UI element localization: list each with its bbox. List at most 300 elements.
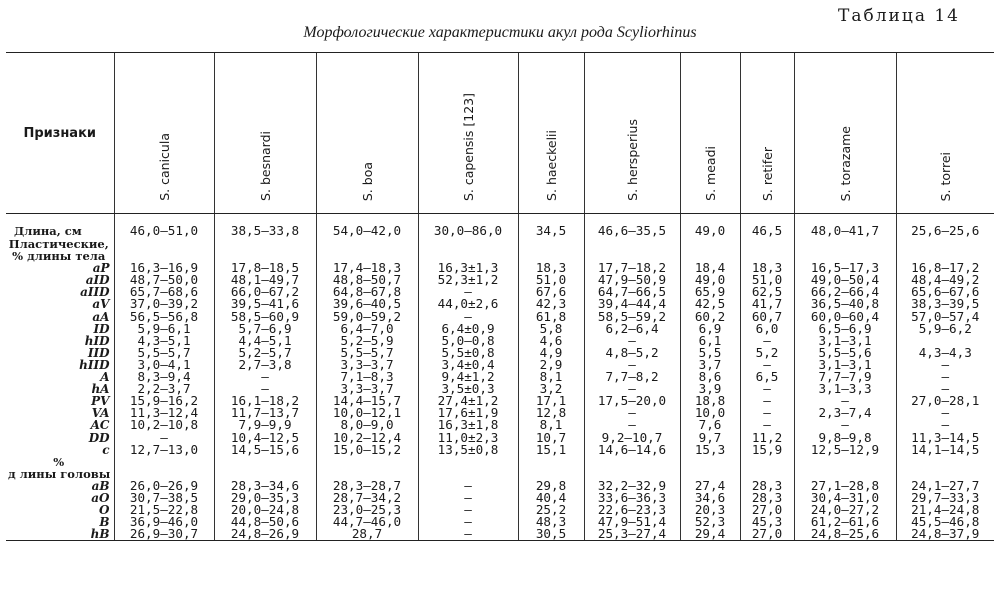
table-cell: 28,3—34,6 — [214, 480, 316, 492]
table-cell: — — [740, 407, 794, 419]
table-row — [6, 504, 994, 516]
table-cell: 20,3 — [680, 504, 740, 516]
table-cell: 39,4—44,4 — [584, 298, 680, 310]
table-cell: 67,6 — [518, 286, 584, 298]
table-cell: 30,4—31,0 — [794, 492, 896, 504]
species-name: S. torazame — [837, 125, 853, 201]
table-cell: 29,8 — [518, 480, 584, 492]
table-cell: 6,5—6,9 — [794, 323, 896, 335]
table-cell: 65,7—68,6 — [114, 286, 214, 298]
feature-label: B — [99, 516, 110, 529]
table-cell — [114, 238, 214, 250]
table-cell: 18,3 — [740, 262, 794, 274]
table-cell — [794, 468, 896, 480]
table-cell: 29,7—33,3 — [896, 492, 994, 504]
table-header-row — [6, 53, 994, 214]
feature-label: aB — [91, 479, 110, 492]
table-cell: 3,1—3,3 — [794, 383, 896, 395]
table-row — [6, 274, 994, 286]
table-cell — [316, 238, 418, 250]
table-cell: 5,0—0,8 — [418, 335, 518, 347]
table-cell: 5,5—5,7 — [114, 347, 214, 359]
table-cell: 14,4—15,7 — [316, 395, 418, 407]
table-cell — [114, 468, 214, 480]
table-cell: 8,1 — [518, 371, 584, 383]
table-row — [6, 347, 994, 359]
table-row — [6, 323, 994, 335]
table-cell: 30,7—38,5 — [114, 492, 214, 504]
table-cell: 30,0—86,0 — [418, 214, 518, 239]
table-cell — [518, 456, 584, 468]
table-cell: 42,5 — [680, 298, 740, 310]
table-cell: 14,5—15,6 — [214, 444, 316, 456]
table-row — [6, 468, 994, 480]
feature-label: aIID — [80, 286, 110, 299]
table-cell: 36,5—40,8 — [794, 298, 896, 310]
table-cell: 6,4±0,9 — [418, 323, 518, 335]
table-cell — [214, 468, 316, 480]
table-cell: 5,9—6,1 — [114, 323, 214, 335]
table-cell: 33,6—36,3 — [584, 492, 680, 504]
table-cell: 10,7 — [518, 432, 584, 444]
table-cell: 64,7—66,5 — [584, 286, 680, 298]
table-cell: 12,8 — [518, 407, 584, 419]
table-row — [6, 456, 994, 468]
table-cell: 46,6—35,5 — [584, 214, 680, 239]
table-cell: — — [418, 504, 518, 516]
table-cell: 6,2—6,4 — [584, 323, 680, 335]
table-cell: 48,8—50,7 — [316, 274, 418, 286]
table-cell: 56,5—56,8 — [114, 311, 214, 323]
table-cell: — — [584, 419, 680, 431]
table-row — [6, 311, 994, 323]
table-cell: 10,4—12,5 — [214, 432, 316, 444]
feature-label: aA — [92, 310, 110, 323]
table-cell: 16,1—18,2 — [214, 395, 316, 407]
table-cell: 34,6 — [680, 492, 740, 504]
table-cell: 60,2 — [680, 311, 740, 323]
table-cell — [518, 468, 584, 480]
table-cell: 11,0±2,3 — [418, 432, 518, 444]
table-cell: 5,8 — [518, 323, 584, 335]
table-cell: 48,0—41,7 — [794, 214, 896, 239]
table-cell — [896, 456, 994, 468]
table-cell: 18,8 — [680, 395, 740, 407]
table-cell: 2,2—3,7 — [114, 383, 214, 395]
table-cell: 5,5—5,6 — [794, 347, 896, 359]
table-row — [6, 492, 994, 504]
table-cell: 10,2—10,8 — [114, 419, 214, 431]
table-cell: 65,6—67,6 — [896, 286, 994, 298]
table-cell: 64,8—67,8 — [316, 286, 418, 298]
table-cell: 11,3—12,4 — [114, 407, 214, 419]
table-cell: 39,6—40,5 — [316, 298, 418, 310]
table-cell: 5,9—6,2 — [896, 323, 994, 335]
table-cell: 15,3 — [680, 444, 740, 456]
table-cell: 60,0—60,4 — [794, 311, 896, 323]
table-cell: 14,6—14,6 — [584, 444, 680, 456]
table-cell: 44,7—46,0 — [316, 516, 418, 528]
table-cell — [584, 238, 680, 250]
table-cell: 9,4±1,2 — [418, 371, 518, 383]
table-cell: — — [418, 528, 518, 541]
table-row — [6, 419, 994, 431]
table-row — [6, 286, 994, 298]
table-cell: 3,7 — [680, 359, 740, 371]
table-cell — [896, 468, 994, 480]
table-cell: 5,5±0,8 — [418, 347, 518, 359]
table-cell — [518, 238, 584, 250]
table-cell: 3,1—3,1 — [794, 335, 896, 347]
table-cell: 49,0 — [680, 214, 740, 239]
table-cell: 16,3±1,3 — [418, 262, 518, 274]
table-cell — [418, 250, 518, 262]
table-cell: 51,0 — [740, 274, 794, 286]
table-row — [6, 432, 994, 444]
table-cell: — — [418, 492, 518, 504]
species-column-header — [896, 53, 994, 214]
species-column-header — [794, 53, 896, 214]
species-column-header — [518, 53, 584, 214]
feature-label: Пластические, — [8, 238, 109, 251]
table-cell: 28,3—28,7 — [316, 480, 418, 492]
table-cell — [214, 238, 316, 250]
table-cell — [794, 250, 896, 262]
table-cell — [114, 456, 214, 468]
table-cell: 12,5—12,9 — [794, 444, 896, 456]
table-cell: — — [740, 419, 794, 431]
table-cell: — — [584, 335, 680, 347]
table-cell: 28,3 — [740, 492, 794, 504]
species-name: S. haeckelii — [543, 130, 559, 201]
table-cell: — — [584, 359, 680, 371]
table-cell: 17,1 — [518, 395, 584, 407]
table-cell: 59,0—59,2 — [316, 311, 418, 323]
table-cell — [680, 250, 740, 262]
table-cell: 5,7—6,9 — [214, 323, 316, 335]
table-cell: 49,0 — [680, 274, 740, 286]
species-name: S. retifer — [759, 146, 775, 201]
table-cell: 2,9 — [518, 359, 584, 371]
table-cell: 3,4±0,4 — [418, 359, 518, 371]
table-cell: 6,5 — [740, 371, 794, 383]
table-cell: 11,3—14,5 — [896, 432, 994, 444]
table-cell: 28,7 — [316, 528, 418, 541]
table-cell: 17,5—20,0 — [584, 395, 680, 407]
species-name: S. canicula — [156, 133, 172, 201]
table-cell: 5,5 — [680, 347, 740, 359]
feature-label: c — [102, 443, 110, 456]
table-row — [6, 262, 994, 274]
table-cell: 4,8—5,2 — [584, 347, 680, 359]
table-cell: 5,2—5,9 — [316, 335, 418, 347]
table-cell: 10,2—12,4 — [316, 432, 418, 444]
table-cell: 48,7—50,0 — [114, 274, 214, 286]
table-cell: 22,6—23,3 — [584, 504, 680, 516]
table-cell — [896, 335, 994, 347]
table-cell: 10,0—12,1 — [316, 407, 418, 419]
table-cell: 26,9—30,7 — [114, 528, 214, 541]
table-cell: 47,9—50,9 — [584, 274, 680, 286]
table-cell — [680, 238, 740, 250]
table-cell: — — [740, 383, 794, 395]
table-cell: 15,1 — [518, 444, 584, 456]
species-name: S. hersperius — [624, 119, 640, 201]
species-name: S. meadi — [702, 146, 718, 201]
table-cell: 24,8—37,9 — [896, 528, 994, 541]
table-cell — [584, 456, 680, 468]
table-cell: 27,0 — [740, 528, 794, 541]
table-cell: 7,9—9,9 — [214, 419, 316, 431]
table-cell: — — [214, 371, 316, 383]
feature-column-header: Признаки — [6, 53, 114, 214]
table-cell: 27,0—28,1 — [896, 395, 994, 407]
table-cell: 41,7 — [740, 298, 794, 310]
table-row — [6, 250, 994, 262]
table-cell: — — [794, 419, 896, 431]
species-name: S. besnardi — [257, 131, 273, 201]
table-cell: 17,4—18,3 — [316, 262, 418, 274]
feature-label: д лины головы — [8, 467, 111, 480]
table-cell: 28,7—34,2 — [316, 492, 418, 504]
table-cell: 45,5—46,8 — [896, 516, 994, 528]
table-cell: 58,5—60,9 — [214, 311, 316, 323]
table-cell: 42,3 — [518, 298, 584, 310]
table-cell: 20,0—24,8 — [214, 504, 316, 516]
table-cell: 6,9 — [680, 323, 740, 335]
table-cell: 16,8—17,2 — [896, 262, 994, 274]
table-body — [6, 214, 994, 541]
table-cell: 16,5—17,3 — [794, 262, 896, 274]
table-cell: 34,5 — [518, 214, 584, 239]
table-row — [6, 214, 994, 239]
table-cell: 47,9—51,4 — [584, 516, 680, 528]
species-column-header — [740, 53, 794, 214]
feature-label: VA — [91, 407, 110, 420]
table-row — [6, 516, 994, 528]
species-name: S. torrei — [937, 151, 953, 201]
table-cell — [114, 250, 214, 262]
table-cell — [214, 250, 316, 262]
table-cell: 13,5±0,8 — [418, 444, 518, 456]
table-cell: 12,7—13,0 — [114, 444, 214, 456]
table-cell: 16,3—16,9 — [114, 262, 214, 274]
feature-label: DD — [88, 431, 110, 444]
table-cell: — — [896, 383, 994, 395]
species-column-header — [584, 53, 680, 214]
table-cell: 54,0—42,0 — [316, 214, 418, 239]
table-cell: — — [114, 432, 214, 444]
table-cell: — — [418, 516, 518, 528]
table-row — [6, 335, 994, 347]
table-cell: 15,9—16,2 — [114, 395, 214, 407]
table-cell: 49,0—50,4 — [794, 274, 896, 286]
table-cell: 18,4 — [680, 262, 740, 274]
table-cell: — — [418, 480, 518, 492]
table-cell: 27,1—28,8 — [794, 480, 896, 492]
table-cell: 8,0—9,0 — [316, 419, 418, 431]
table-cell: 48,3 — [518, 516, 584, 528]
table-cell: 2,3—7,4 — [794, 407, 896, 419]
table-cell: — — [896, 419, 994, 431]
table-cell: 11,7—13,7 — [214, 407, 316, 419]
table-cell: — — [896, 371, 994, 383]
table-cell: 10,0 — [680, 407, 740, 419]
table-cell: 15,0—15,2 — [316, 444, 418, 456]
table-cell: — — [740, 335, 794, 347]
table-cell: 45,3 — [740, 516, 794, 528]
table-cell: 4,6 — [518, 335, 584, 347]
feature-label: aID — [85, 274, 110, 287]
table-cell — [418, 238, 518, 250]
table-cell: 37,0—39,2 — [114, 298, 214, 310]
table-cell: 17,7—18,2 — [584, 262, 680, 274]
feature-label: hID — [84, 334, 110, 347]
table-row — [6, 359, 994, 371]
table-cell — [740, 250, 794, 262]
table-cell: 40,4 — [518, 492, 584, 504]
table-cell: 29,0—35,3 — [214, 492, 316, 504]
table-cell: 7,6 — [680, 419, 740, 431]
table-cell — [584, 468, 680, 480]
table-cell: 39,5—41,6 — [214, 298, 316, 310]
table-cell — [740, 456, 794, 468]
table-cell: — — [214, 383, 316, 395]
table-cell: 5,2—5,7 — [214, 347, 316, 359]
table-cell: 8,1 — [518, 419, 584, 431]
table-cell: 24,8—26,9 — [214, 528, 316, 541]
table-cell: 46,5 — [740, 214, 794, 239]
table-cell: 6,1 — [680, 335, 740, 347]
feature-label: hB — [6, 528, 114, 541]
feature-label: O — [99, 504, 110, 517]
table-cell: 3,5±0,3 — [418, 383, 518, 395]
table-cell: 48,4—49,2 — [896, 274, 994, 286]
table-cell: 3,2 — [518, 383, 584, 395]
table-cell: 5,5—5,7 — [316, 347, 418, 359]
species-column-header — [680, 53, 740, 214]
table-cell: 65,9 — [680, 286, 740, 298]
table-cell: 24,1—27,7 — [896, 480, 994, 492]
table-cell: — — [794, 395, 896, 407]
table-cell: 66,0—67,2 — [214, 286, 316, 298]
feature-label: hIID — [79, 358, 110, 372]
table-cell: 23,0—25,3 — [316, 504, 418, 516]
feature-label: ID — [93, 322, 110, 335]
feature-label: AC — [90, 419, 110, 432]
table-cell: 2,7—3,8 — [214, 359, 316, 371]
table-cell: 21,4—24,8 — [896, 504, 994, 516]
table-cell: 6,4—7,0 — [316, 323, 418, 335]
table-cell: 24,8—25,6 — [794, 528, 896, 541]
table-cell — [214, 456, 316, 468]
table-cell: 38,5—33,8 — [214, 214, 316, 239]
table-cell — [316, 250, 418, 262]
table-cell: — — [584, 383, 680, 395]
table-cell: 5,2 — [740, 347, 794, 359]
table-cell: 8,3—9,4 — [114, 371, 214, 383]
table-cell: 9,2—10,7 — [584, 432, 680, 444]
table-cell: 4,9 — [518, 347, 584, 359]
table-cell: 9,7 — [680, 432, 740, 444]
table-cell: — — [418, 311, 518, 323]
table-cell — [896, 238, 994, 250]
table-cell: 27,4 — [680, 480, 740, 492]
table-cell: 32,2—32,9 — [584, 480, 680, 492]
table-cell: 29,4 — [680, 528, 740, 541]
table-cell: 52,3 — [680, 516, 740, 528]
table-caption: Морфологические характеристики акул рода Scyliorhinus — [303, 24, 697, 41]
table-cell: 27,0 — [740, 504, 794, 516]
feature-label: aV — [92, 298, 110, 311]
table-cell: 21,5—22,8 — [114, 504, 214, 516]
table-cell: 4,3—4,3 — [896, 347, 994, 359]
table-row — [6, 407, 994, 419]
table-cell: 36,9—46,0 — [114, 516, 214, 528]
table-cell — [418, 468, 518, 480]
table-row — [6, 371, 994, 383]
table-row — [6, 528, 994, 541]
table-cell: 25,3—27,4 — [584, 528, 680, 541]
species-column-header — [214, 53, 316, 214]
feature-label: Длина, см — [14, 223, 82, 238]
table-cell — [794, 456, 896, 468]
table-cell: — — [740, 359, 794, 371]
table-cell: 30,5 — [518, 528, 584, 541]
table-cell — [518, 250, 584, 262]
morphology-table — [6, 52, 994, 541]
table-cell — [794, 238, 896, 250]
feature-label: aP — [92, 262, 110, 275]
table-cell — [680, 456, 740, 468]
table-cell: — — [418, 286, 518, 298]
table-cell: 60,7 — [740, 311, 794, 323]
table-cell: 17,8—18,5 — [214, 262, 316, 274]
table-cell: — — [740, 395, 794, 407]
table-cell: 48,1—49,7 — [214, 274, 316, 286]
feature-label: % длины тела — [12, 250, 106, 263]
table-cell: 61,8 — [518, 311, 584, 323]
table-cell: 38,3—39,5 — [896, 298, 994, 310]
table-cell: 46,0—51,0 — [114, 214, 214, 239]
feature-label: aO — [91, 491, 110, 505]
table-cell: 57,0—57,4 — [896, 311, 994, 323]
table-row — [6, 383, 994, 395]
species-name: S. boa — [359, 161, 375, 201]
table-cell: 9,8—9,8 — [794, 432, 896, 444]
table-row — [6, 395, 994, 407]
table-cell: 44,8—50,6 — [214, 516, 316, 528]
table-cell: 24,0—27,2 — [794, 504, 896, 516]
feature-label: A — [100, 371, 110, 384]
table-cell: — — [896, 407, 994, 419]
table-cell: — — [584, 407, 680, 419]
table-cell: 7,1—8,3 — [316, 371, 418, 383]
table-cell: 4,4—5,1 — [214, 335, 316, 347]
species-name: S. capensis [123] — [460, 92, 476, 201]
table-cell: 27,4±1,2 — [418, 395, 518, 407]
feature-label: IID — [87, 346, 110, 359]
table-row — [6, 238, 994, 250]
feature-label: hA — [91, 383, 110, 396]
species-column-header — [316, 53, 418, 214]
table-cell: 3,3—3,7 — [316, 359, 418, 371]
table-cell: 3,0—4,1 — [114, 359, 214, 371]
table-cell: 58,5—59,2 — [584, 311, 680, 323]
table-cell: 52,3±1,2 — [418, 274, 518, 286]
table-cell — [740, 468, 794, 480]
table-row — [6, 480, 994, 492]
